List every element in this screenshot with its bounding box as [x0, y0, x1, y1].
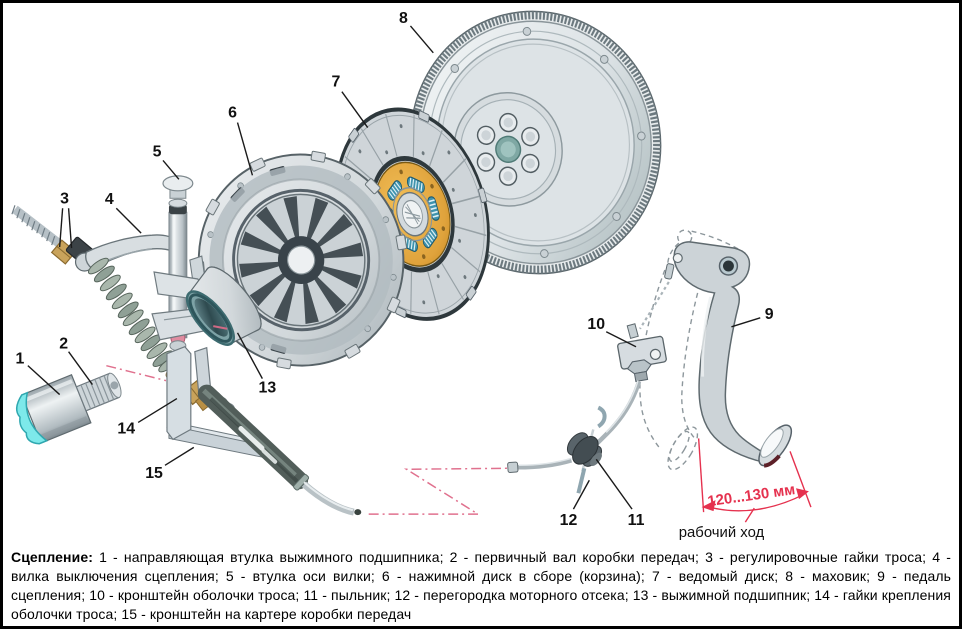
part-label-14: 14	[117, 420, 136, 438]
measurement-value: 120...130 мм	[706, 481, 797, 511]
guide-bushing-input-shaft-illustration	[10, 359, 128, 447]
diagram-stage	[3, 3, 959, 546]
part-label-15: 15	[145, 465, 163, 483]
part-label-9: 9	[764, 305, 774, 323]
part-label-2: 2	[59, 335, 69, 353]
pedal-pad	[753, 420, 798, 471]
figure-caption	[3, 546, 959, 624]
part-label-13: 13	[258, 379, 277, 397]
cable-threaded-rod-illustration	[12, 205, 95, 271]
part-label-5: 5	[152, 143, 162, 161]
clutch-diagram-illustration	[3, 3, 959, 546]
part-label-11: 11	[627, 512, 645, 530]
caption-body: 1 - направляющая втулка выжимного подшипника; 2 - первичный вал коробки передач; 3 - регулировочные гайки троса; 4 - вилка выключения сцепления; 5 - втулка оси вилки; 6 - нажимной диск в сборе (корзина); 7 - ведомый диск; 8 - маховик; 9 - педаль сцепления; 10 - кронштейн оболочки троса; 11 - пыльник; 12 - перегородка моторного отсека; 13 - выжимной подшипник; 14 - гайки крепления оболочки троса; 15 - кронштейн на картере коробки передач	[11, 549, 951, 622]
part-label-3: 3	[60, 190, 70, 208]
cable-sheath-illustration	[204, 391, 362, 516]
part-label-7: 7	[331, 73, 341, 91]
boot-bulkhead-illustration	[507, 408, 609, 494]
part-label-1: 1	[15, 350, 25, 368]
caption-title: Сцепление:	[11, 549, 93, 565]
part-label-6: 6	[228, 104, 237, 122]
part-label-4: 4	[104, 191, 114, 209]
measurement-label: рабочий ход	[678, 524, 765, 542]
part-label-12: 12	[559, 512, 578, 530]
part-label-10: 10	[587, 315, 606, 333]
part-label-8: 8	[399, 9, 408, 27]
centerline-cable	[369, 468, 508, 514]
